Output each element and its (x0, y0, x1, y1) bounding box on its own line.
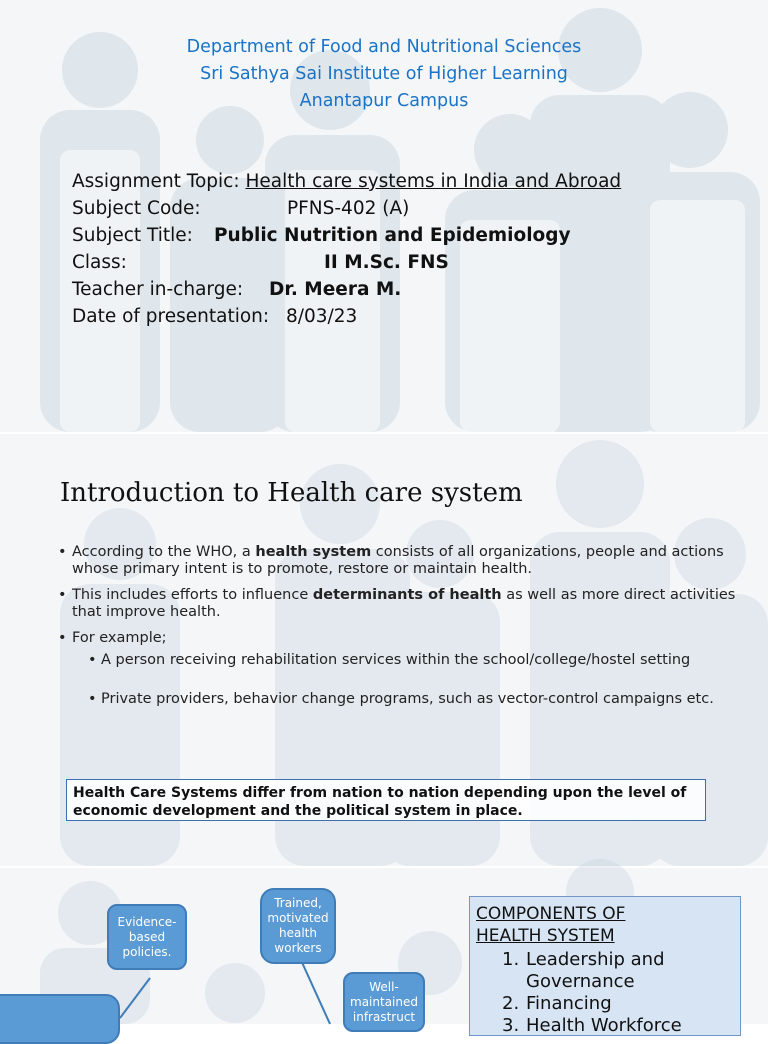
components-list (502, 949, 740, 1037)
bullet-icon: • (88, 691, 97, 707)
date-value: 8/03/23 (286, 306, 358, 327)
components-title: COMPONENTS OF HEALTH SYSTEM (476, 904, 626, 946)
institute-name: Sri Sathya Sai Institute of Higher Learning (200, 64, 568, 84)
bullet-text-part: consists of all organizations, people and actions whose primary intent is to promote, restore or maintain health. (72, 544, 724, 577)
slide-title: Introduction to Health care system (60, 478, 523, 508)
callout-box: Health Care Systems differ from nation to nation depending upon the level of economic development and the political system in place. (66, 779, 706, 821)
bullet-text-part: as well as more direct activities that improve health. (72, 587, 736, 620)
bullet-text: Private providers, behavior change programs, such as vector-control campaigns etc. (101, 691, 714, 707)
bullet-text-bold: health system (255, 544, 372, 560)
teacher-value: Dr. Meera M. (269, 279, 402, 300)
bullet-text-part: According to the WHO, a (72, 544, 256, 560)
component-item (502, 993, 740, 1015)
component-item (502, 1015, 740, 1037)
class-value: II M.Sc. FNS (324, 252, 449, 273)
assignment-topic-row (72, 168, 621, 195)
department-name: Department of Food and Nutritional Sciences (186, 37, 582, 57)
node-infrastructure: Well-maintained infrastruct (343, 972, 425, 1032)
bullet-text-bold: determinants of health (312, 587, 502, 603)
class-label: Class: (72, 252, 127, 273)
campus-name: Anantapur Campus (299, 91, 469, 111)
date-label: Date of presentation: (72, 306, 270, 327)
component-label: Leadership and Governance (526, 949, 665, 992)
node-central (0, 994, 120, 1044)
bullet-text (72, 544, 748, 578)
component-number: 3. (502, 1015, 520, 1036)
title-slide (0, 0, 768, 432)
bullet-icon: • (88, 652, 97, 668)
assignment-topic-value: Health care systems in India and Abroad (245, 171, 622, 192)
bullet-text: A person receiving rehabilitation services within the school/college/hostel setting (101, 652, 691, 668)
components-box (469, 896, 741, 1036)
department-header (0, 34, 768, 115)
subject-code-label: Subject Code: (72, 198, 201, 219)
component-label: Health Workforce (526, 1015, 682, 1036)
component-number: 1. (502, 949, 520, 970)
subject-title-label: Subject Title: (72, 225, 193, 246)
component-item (502, 949, 740, 993)
assignment-topic-label: Assignment Topic: (72, 171, 240, 192)
node-trained-health-workers: Trained, motivated health workers (260, 888, 336, 964)
component-label: Financing (526, 993, 612, 1014)
introduction-slide (0, 434, 768, 866)
bullet-text (72, 587, 748, 621)
subject-title-value: Public Nutrition and Epidemiology (214, 225, 571, 246)
subject-code-value: PFNS-402 (A) (287, 198, 410, 219)
bullet-text-part: This includes efforts to influence (72, 587, 313, 603)
teacher-label: Teacher in-charge: (72, 279, 244, 300)
component-number: 2. (502, 993, 520, 1014)
node-evidence-based-policies: Evidence-based policies. (107, 904, 187, 970)
bullet-icon: • (58, 587, 67, 603)
bullet-icon: • (58, 544, 67, 560)
components-slide (0, 868, 768, 1036)
bullet-text: For example; (72, 630, 167, 646)
bullet-icon: • (58, 630, 67, 646)
